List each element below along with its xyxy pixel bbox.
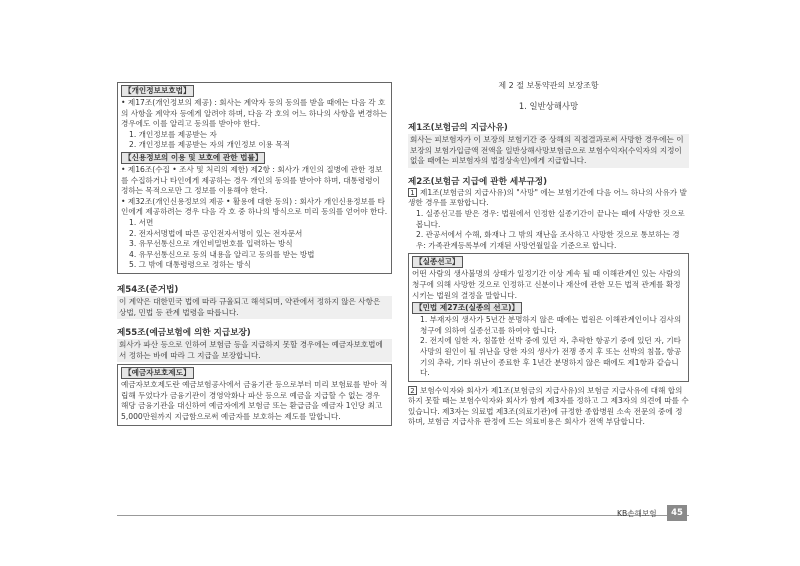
- privacy-art17: • 제17조(개인정보의 제공) : 회사는 계약자 등의 동의를 받을 때에는 다음 각 호의 사항을 계약자 등에게 알려야 하며, 다음 각 호의 어느 하나의 사항을 변경하는 경우에도 이를 알리고 동의를 받아야 한다.: [121, 98, 388, 129]
- paragraph-number: 1: [408, 188, 417, 197]
- article-55-body: 회사가 파산 등으로 인하여 보험금 등을 지급하지 못할 경우에는 예금자보호법에서 정하는 바에 따라 그 지급을 보장합니다.: [117, 339, 392, 362]
- left-column: [117, 82, 392, 426]
- article-2-paragraph-2: [408, 386, 689, 428]
- article-1-heading: 제1조(보험금의 지급사유): [408, 123, 508, 133]
- article-2-paragraph-2-text: 보험수익자와 회사가 제1조(보험금의 지급사유)의 보험금 지급사유에 대해 합의하지 못할 때는 보험수익자와 회사가 함께 제3자를 정하고 그 제3자의 의견에 따를 수 있습니다. 제3자는 의료법 제3조(의료기관)에 규정한 종합병원 소속 전문의 중에 정하며, 보험금 지급사유 판정에 드는 의료비용은 회사가 전액 부담합니다.: [408, 385, 689, 427]
- footer-rule: [117, 515, 689, 516]
- chapter-title: 제 2 절 보통약관의 보장조항: [498, 81, 599, 90]
- deposit-protection-tag: 【예금자보호제도】: [121, 367, 194, 379]
- deposit-protection-box: [117, 364, 392, 425]
- civil-law-item: 2. 전지에 임한 자, 침몰한 선박 중에 있던 자, 추락한 항공기 중에 있던 자, 기타 사망의 원인이 될 위난을 당한 자의 생사가 전쟁 종지 후 또는 선박의 침몰, 항공기의 추락, 기타 위난이 종료한 후 1년간 분명하지 않은 때에도 제1항과 같습니다.: [420, 336, 682, 378]
- privacy-art17-item: 2. 개인정보를 제공받는 자의 개인정보 이용 목적: [129, 140, 291, 150]
- privacy-law-box: [117, 82, 392, 274]
- right-column: [408, 80, 689, 428]
- civil-law-item: 1. 부재자의 생사가 5년간 분명하지 않은 때에는 법원은 이해관계인이나 검사의 청구에 의하여 실종선고를 하여야 합니다.: [420, 315, 682, 335]
- credit-art32-item: 1. 서면: [129, 217, 154, 227]
- credit-art32: • 제32조(개인신용정보의 제공 • 활용에 대한 동의) : 회사가 개인신용정보를 타인에게 제공하려는 경우 다음 각 호 중 하나의 방식으로 미리 동의를 얻어야 한다.: [121, 196, 388, 217]
- missing-declaration-body: 어떤 사람의 생사불명의 상태가 일정기간 이상 계속 될 때 이해관계인 있는 사람의 청구에 의해 사망한 것으로 인정하고 신분이나 재산에 관한 모든 법적 관계를 확정시키는 법원의 결정을 말합니다.: [412, 269, 681, 300]
- article-55-heading: 제55조(예금보험에 의한 지급보장): [117, 328, 251, 339]
- article-2-paragraph-1: [408, 188, 689, 209]
- article-2-item: 2. 관공서에서 수해, 화재나 그 밖의 재난을 조사하고 사망한 것으로 통보하는 경우: 가족관계등록부에 기재된 사망연월일을 기준으로 합니다.: [416, 230, 680, 250]
- credit-art32-item: 4. 유무선통신으로 동의 내용을 알리고 동의를 받는 방법: [129, 249, 315, 259]
- paragraph-number: 2: [408, 386, 417, 395]
- credit-law-tag: 【신용정보의 이용 및 보호에 관한 법률】: [121, 152, 265, 164]
- article-2-heading: 제2조(보험금 지급에 관한 세부규정): [408, 176, 548, 187]
- article-54-heading: 제54조(준거법): [117, 284, 179, 295]
- credit-art32-item: 3. 유무선통신으로 개인비밀번호를 입력하는 방식: [129, 239, 293, 249]
- article-1-body: 회사는 피보험자가 이 보장의 보험기간 중 상해의 직접결과로써 사망한 경우에는 이 보장의 보험가입금액 전액을 일반상해사망보험금으로 보험수익자(수익자의 지정이 없을 때에는 피보험자의 법정상속인)에게 지급합니다.: [408, 134, 689, 168]
- article-54-body: 이 계약은 대한민국 법에 따라 규율되고 해석되며, 약관에서 정하지 않은 사항은 상법, 민법 등 관계 법령을 따릅니다.: [117, 296, 392, 319]
- privacy-art17-item: 1. 개인정보를 제공받는 자: [129, 129, 217, 139]
- missing-declaration-tag: 【실종선고】: [412, 256, 463, 268]
- civil-law-tag: 【민법 제27조(실종의 선고)】: [412, 302, 522, 314]
- footer-brand: KB손해보험: [617, 509, 657, 518]
- article-2-paragraph-1-text: 제1조(보험금의 지급사유)의 "사망" 에는 보험기간에 다음 어느 하나의 사유가 발생한 경우를 포함합니다.: [408, 187, 687, 208]
- privacy-law-tag: 【개인정보보호법】: [121, 85, 194, 97]
- missing-declaration-box: [408, 253, 689, 381]
- credit-art32-item: 2. 전자서명법에 따른 공인전자서명이 있는 전자문서: [129, 228, 303, 238]
- section-title: 1. 일반상해사망: [518, 101, 579, 111]
- page-number: 45: [667, 505, 687, 521]
- credit-art16: • 제16조(수집 • 조사 및 처리의 제한) 제2항 : 회사가 개인의 질병에 관한 정보를 수집하거나 타인에게 제공하는 경우 개인의 동의를 받아야 하며, 대통령령이 정하는 목적으로만 그 정보를 이용해야 한다.: [121, 164, 383, 196]
- article-2-item: 1. 실종선고를 받은 경우: 법원에서 인정한 실종기간이 끝나는 때에 사망한 것으로 봅니다.: [416, 208, 685, 229]
- credit-art32-item: 5. 그 밖에 대통령령으로 정하는 방식: [129, 260, 252, 270]
- deposit-protection-body: 예금자보호제도란 예금보험공사에서 금융기관 등으로부터 미리 보험료를 받아 적립해 두었다가 금융기관이 경영악화나 파산 등으로 예금을 지급할 수 없는 경우 해당 금융기관을 대신하여 예금자에게 보험금 또는 환급금을 예금자 1인당 최고 5,000만원까지 지급함으로써 예금자를 보호하는 제도를 말합니다.: [121, 380, 388, 422]
